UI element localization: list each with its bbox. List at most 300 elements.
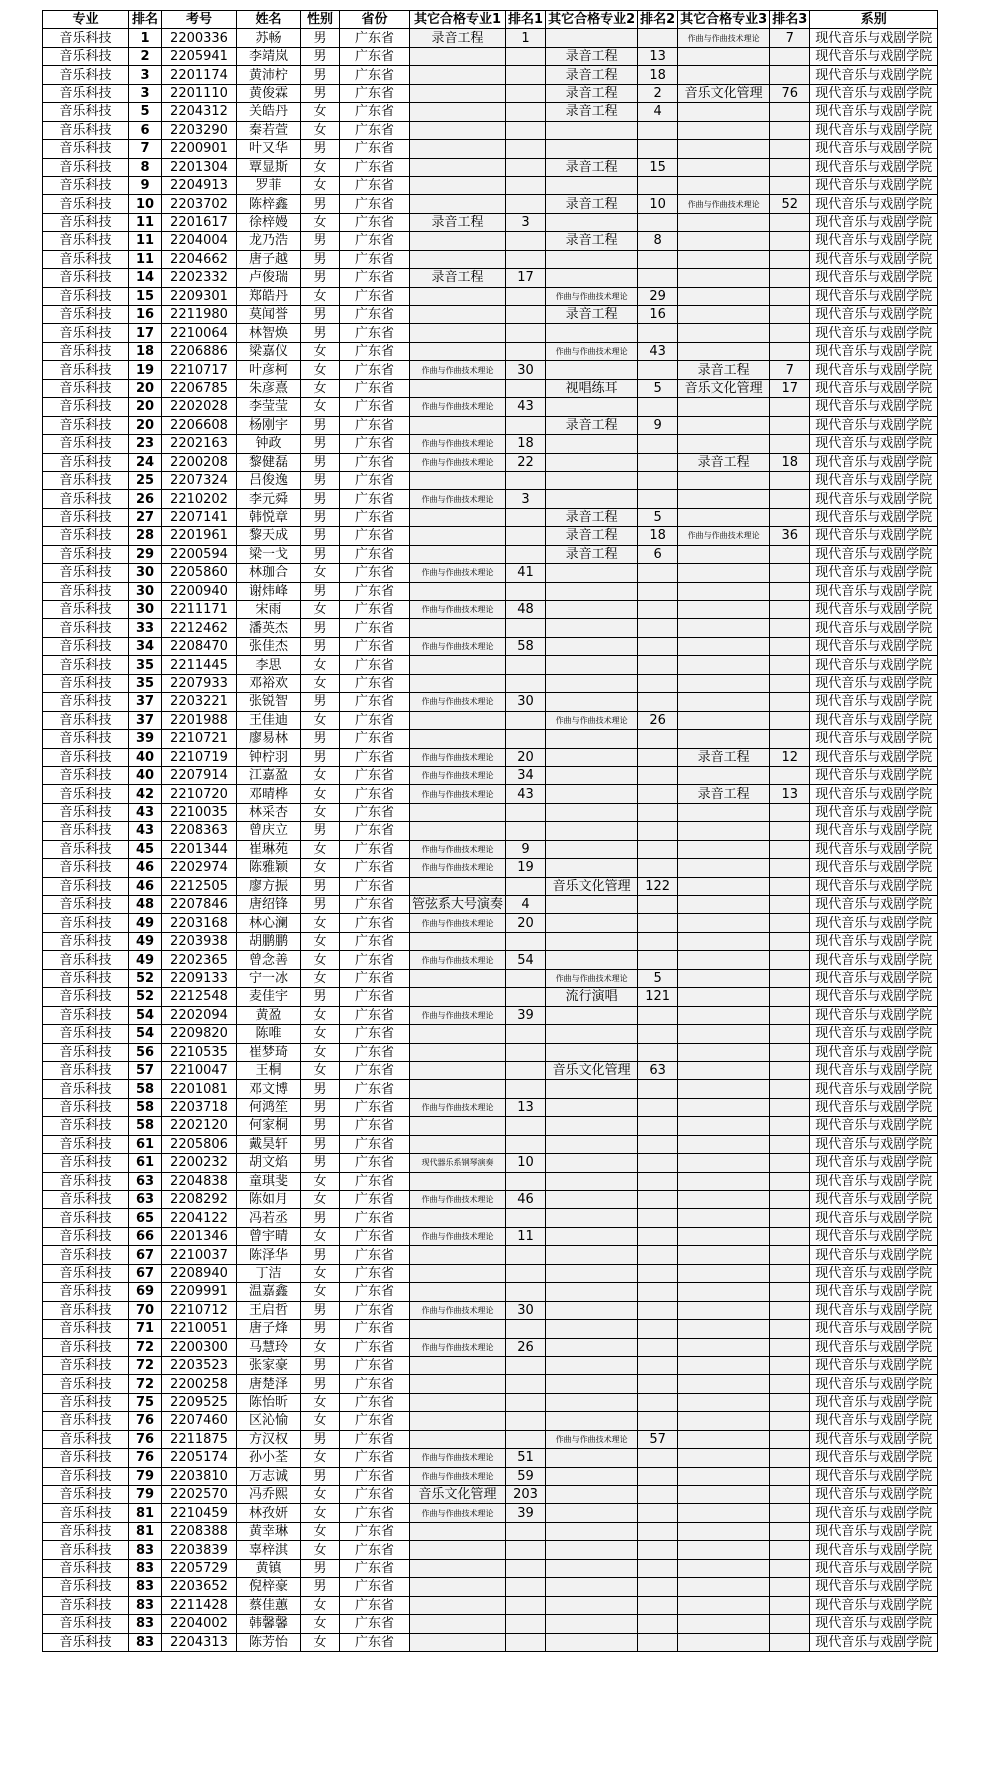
cell-department: 现代音乐与戏剧学院 [810,693,938,711]
cell-department: 现代音乐与戏剧学院 [810,637,938,655]
cell-rank-2 [638,674,678,692]
cell-rank-3 [770,287,810,305]
cell-province: 广东省 [340,269,410,287]
cell-major: 音乐科技 [43,1135,129,1153]
cell-other-major-3 [678,66,770,84]
cell-other-major-2 [546,176,638,194]
cell-province: 广东省 [340,1449,410,1467]
cell-rank: 79 [129,1486,162,1504]
cell-major: 音乐科技 [43,1061,129,1079]
table-row [43,619,938,637]
cell-rank-3 [770,416,810,434]
cell-province: 广东省 [340,1283,410,1301]
cell-department: 现代音乐与戏剧学院 [810,306,938,324]
cell-rank-1 [506,1209,546,1227]
cell-other-major-1 [410,1633,506,1651]
cell-other-major-1: 作曲与作曲技术理论 [410,748,506,766]
cell-other-major-3 [678,121,770,139]
cell-other-major-3 [678,1209,770,1227]
cell-rank: 18 [129,342,162,360]
cell-other-major-1 [410,121,506,139]
cell-rank-2 [638,361,678,379]
cell-gender: 男 [301,619,340,637]
cell-gender: 女 [301,379,340,397]
cell-rank-3 [770,1504,810,1522]
cell-rank-2 [638,656,678,674]
cell-rank: 15 [129,287,162,305]
table-row [43,1191,938,1209]
cell-rank-3 [770,822,810,840]
cell-name: 李思 [237,656,301,674]
cell-rank-3 [770,1191,810,1209]
cell-other-major-1: 管弦系大号演奏 [410,896,506,914]
cell-department: 现代音乐与戏剧学院 [810,619,938,637]
cell-exam-no: 2202163 [162,435,237,453]
cell-rank-1: 18 [506,435,546,453]
table-row [43,342,938,360]
cell-rank-2: 13 [638,47,678,65]
cell-department: 现代音乐与戏剧学院 [810,435,938,453]
cell-major: 音乐科技 [43,656,129,674]
table-row [43,840,938,858]
table-row [43,1338,938,1356]
cell-province: 广东省 [340,674,410,692]
cell-department: 现代音乐与戏剧学院 [810,103,938,121]
cell-rank: 5 [129,103,162,121]
cell-other-major-3 [678,140,770,158]
cell-exam-no: 2203810 [162,1467,237,1485]
cell-other-major-1: 作曲与作曲技术理论 [410,1098,506,1116]
cell-gender: 男 [301,269,340,287]
cell-other-major-2 [546,1449,638,1467]
cell-rank: 11 [129,213,162,231]
cell-rank: 83 [129,1559,162,1577]
cell-province: 广东省 [340,601,410,619]
cell-rank-1 [506,1320,546,1338]
cell-exam-no: 2202974 [162,859,237,877]
cell-other-major-2 [546,1025,638,1043]
cell-province: 广东省 [340,379,410,397]
cell-name: 陈雅颖 [237,859,301,877]
cell-major: 音乐科技 [43,711,129,729]
cell-exam-no: 2204122 [162,1209,237,1227]
cell-other-major-3: 作曲与作曲技术理论 [678,527,770,545]
cell-other-major-1 [410,1061,506,1079]
cell-rank-1 [506,250,546,268]
cell-other-major-3 [678,490,770,508]
cell-rank: 14 [129,269,162,287]
cell-exam-no: 2201344 [162,840,237,858]
cell-rank-3 [770,490,810,508]
cell-name: 邓文博 [237,1080,301,1098]
cell-major: 音乐科技 [43,803,129,821]
cell-rank: 48 [129,896,162,914]
cell-major: 音乐科技 [43,1191,129,1209]
cell-gender: 女 [301,840,340,858]
cell-gender: 女 [301,103,340,121]
cell-other-major-2 [546,453,638,471]
cell-rank-1 [506,711,546,729]
cell-exam-no: 2210720 [162,785,237,803]
cell-rank-3 [770,176,810,194]
cell-other-major-2: 作曲与作曲技术理论 [546,342,638,360]
cell-rank-3 [770,1375,810,1393]
cell-rank: 16 [129,306,162,324]
cell-gender: 男 [301,232,340,250]
cell-rank-1 [506,342,546,360]
cell-gender: 女 [301,1522,340,1540]
cell-other-major-3 [678,1356,770,1374]
cell-rank-1: 4 [506,896,546,914]
cell-rank-1: 30 [506,1301,546,1319]
cell-name: 韩馨馨 [237,1615,301,1633]
cell-rank-3 [770,1098,810,1116]
cell-exam-no: 2211445 [162,656,237,674]
cell-rank-1 [506,730,546,748]
cell-name: 宁一冰 [237,969,301,987]
cell-major: 音乐科技 [43,158,129,176]
cell-major: 音乐科技 [43,1209,129,1227]
cell-rank-1 [506,84,546,102]
cell-rank-3 [770,969,810,987]
header-rank: 排名 [129,11,162,29]
cell-exam-no: 2210535 [162,1043,237,1061]
cell-rank: 58 [129,1080,162,1098]
cell-rank-1: 39 [506,1006,546,1024]
cell-rank: 52 [129,969,162,987]
cell-exam-no: 2210459 [162,1504,237,1522]
cell-other-major-1: 作曲与作曲技术理论 [410,859,506,877]
cell-major: 音乐科技 [43,932,129,950]
cell-gender: 女 [301,1025,340,1043]
cell-other-major-3 [678,803,770,821]
cell-gender: 男 [301,1154,340,1172]
cell-other-major-1 [410,84,506,102]
cell-rank-3 [770,1246,810,1264]
cell-gender: 女 [301,1061,340,1079]
cell-province: 广东省 [340,1615,410,1633]
cell-rank-1 [506,877,546,895]
cell-name: 陈芳怡 [237,1633,301,1651]
cell-gender: 女 [301,361,340,379]
cell-gender: 男 [301,306,340,324]
cell-rank: 27 [129,508,162,526]
cell-department: 现代音乐与戏剧学院 [810,398,938,416]
cell-province: 广东省 [340,803,410,821]
cell-other-major-2 [546,1043,638,1061]
cell-major: 音乐科技 [43,361,129,379]
cell-gender: 男 [301,490,340,508]
cell-other-major-3 [678,269,770,287]
cell-department: 现代音乐与戏剧学院 [810,1449,938,1467]
cell-other-major-2: 作曲与作曲技术理论 [546,711,638,729]
cell-major: 音乐科技 [43,398,129,416]
cell-province: 广东省 [340,951,410,969]
cell-rank-1 [506,1615,546,1633]
cell-rank-3 [770,1154,810,1172]
cell-name: 唐楚泽 [237,1375,301,1393]
cell-exam-no: 2202365 [162,951,237,969]
cell-other-major-3 [678,176,770,194]
cell-other-major-1: 作曲与作曲技术理论 [410,1191,506,1209]
cell-rank-2 [638,932,678,950]
cell-province: 广东省 [340,582,410,600]
cell-province: 广东省 [340,637,410,655]
cell-rank-3 [770,1541,810,1559]
cell-rank-2 [638,1025,678,1043]
cell-rank-2: 15 [638,158,678,176]
table-row [43,1541,938,1559]
cell-rank-2 [638,1006,678,1024]
cell-major: 音乐科技 [43,1172,129,1190]
cell-rank-2 [638,1615,678,1633]
cell-rank-2 [638,803,678,821]
cell-rank: 76 [129,1430,162,1448]
cell-other-major-2 [546,730,638,748]
cell-name: 邓裕欢 [237,674,301,692]
cell-rank-2 [638,213,678,231]
cell-other-major-3 [678,232,770,250]
cell-other-major-3 [678,693,770,711]
cell-rank-1 [506,306,546,324]
cell-other-major-3 [678,840,770,858]
cell-other-major-2 [546,1117,638,1135]
cell-name: 胡文焰 [237,1154,301,1172]
cell-department: 现代音乐与戏剧学院 [810,213,938,231]
cell-exam-no: 2208388 [162,1522,237,1540]
cell-exam-no: 2207141 [162,508,237,526]
cell-rank-2 [638,269,678,287]
cell-gender: 女 [301,176,340,194]
cell-name: 陈泽华 [237,1246,301,1264]
cell-rank-1 [506,1172,546,1190]
cell-rank-2 [638,730,678,748]
admission-table [42,10,938,1652]
cell-rank: 49 [129,932,162,950]
cell-rank-1 [506,47,546,65]
cell-name: 莫闻誉 [237,306,301,324]
cell-other-major-1: 录音工程 [410,213,506,231]
cell-rank-2 [638,582,678,600]
cell-rank-1: 30 [506,693,546,711]
cell-rank: 10 [129,195,162,213]
cell-exam-no: 2200940 [162,582,237,600]
cell-exam-no: 2203652 [162,1578,237,1596]
cell-province: 广东省 [340,1486,410,1504]
cell-rank-3 [770,306,810,324]
cell-rank: 67 [129,1246,162,1264]
cell-other-major-1 [410,1080,506,1098]
cell-name: 林智焕 [237,324,301,342]
table-row [43,379,938,397]
cell-rank: 40 [129,748,162,766]
cell-department: 现代音乐与戏剧学院 [810,1080,938,1098]
cell-department: 现代音乐与戏剧学院 [810,453,938,471]
table-row [43,932,938,950]
cell-department: 现代音乐与戏剧学院 [810,766,938,784]
cell-exam-no: 2203839 [162,1541,237,1559]
cell-rank-1 [506,1264,546,1282]
cell-rank-2 [638,1320,678,1338]
cell-other-major-3 [678,287,770,305]
cell-name: 钟政 [237,435,301,453]
cell-rank-2: 43 [638,342,678,360]
table-row [43,195,938,213]
cell-rank-3: 17 [770,379,810,397]
cell-other-major-2: 录音工程 [546,66,638,84]
cell-name: 温嘉鑫 [237,1283,301,1301]
cell-name: 王桐 [237,1061,301,1079]
table-row [43,1209,938,1227]
cell-rank: 83 [129,1633,162,1651]
cell-gender: 女 [301,1191,340,1209]
cell-other-major-1 [410,1264,506,1282]
cell-other-major-1 [410,379,506,397]
cell-gender: 男 [301,1301,340,1319]
cell-name: 麦佳宇 [237,988,301,1006]
cell-province: 广东省 [340,545,410,563]
cell-major: 音乐科技 [43,564,129,582]
cell-other-major-1 [410,1209,506,1227]
cell-rank-2 [638,471,678,489]
cell-exam-no: 2211428 [162,1596,237,1614]
cell-other-major-1: 现代器乐系钢琴演奏 [410,1154,506,1172]
cell-gender: 女 [301,1043,340,1061]
cell-major: 音乐科技 [43,306,129,324]
cell-gender: 女 [301,656,340,674]
table-row [43,84,938,102]
cell-rank: 61 [129,1135,162,1153]
cell-rank-3 [770,1522,810,1540]
cell-province: 广东省 [340,508,410,526]
cell-other-major-1: 作曲与作曲技术理论 [410,1227,506,1245]
cell-rank-2: 5 [638,969,678,987]
cell-other-major-1 [410,508,506,526]
header-rank-1: 排名1 [506,11,546,29]
cell-major: 音乐科技 [43,195,129,213]
cell-gender: 男 [301,66,340,84]
cell-name: 宋雨 [237,601,301,619]
cell-province: 广东省 [340,1356,410,1374]
table-row [43,1596,938,1614]
cell-gender: 男 [301,508,340,526]
cell-department: 现代音乐与戏剧学院 [810,269,938,287]
cell-gender: 女 [301,287,340,305]
table-row [43,1467,938,1485]
cell-exam-no: 2201988 [162,711,237,729]
cell-rank-3 [770,324,810,342]
cell-rank-1 [506,1393,546,1411]
cell-department: 现代音乐与戏剧学院 [810,1264,938,1282]
header-row [43,11,938,29]
cell-major: 音乐科技 [43,324,129,342]
cell-major: 音乐科技 [43,785,129,803]
cell-rank: 3 [129,66,162,84]
table-row [43,527,938,545]
cell-province: 广东省 [340,342,410,360]
cell-rank-1 [506,656,546,674]
cell-rank-2 [638,1043,678,1061]
cell-other-major-3 [678,1393,770,1411]
cell-province: 广东省 [340,730,410,748]
cell-department: 现代音乐与戏剧学院 [810,840,938,858]
cell-rank: 49 [129,951,162,969]
cell-other-major-2 [546,785,638,803]
cell-other-major-2 [546,896,638,914]
cell-other-major-3 [678,1117,770,1135]
cell-province: 广东省 [340,1541,410,1559]
cell-other-major-3 [678,250,770,268]
cell-department: 现代音乐与戏剧学院 [810,859,938,877]
table-row [43,508,938,526]
cell-other-major-2 [546,582,638,600]
cell-rank-1: 13 [506,1098,546,1116]
cell-gender: 男 [301,435,340,453]
cell-rank-2 [638,1209,678,1227]
cell-other-major-3 [678,582,770,600]
cell-province: 广东省 [340,140,410,158]
cell-rank-3 [770,1559,810,1577]
cell-name: 辜梓淇 [237,1541,301,1559]
cell-name: 廖易林 [237,730,301,748]
cell-rank-1 [506,988,546,1006]
cell-other-major-2: 音乐文化管理 [546,877,638,895]
cell-province: 广东省 [340,785,410,803]
cell-other-major-3 [678,969,770,987]
cell-name: 林心澜 [237,914,301,932]
table-row [43,582,938,600]
cell-other-major-2: 作曲与作曲技术理论 [546,1430,638,1448]
cell-name: 邓晴桦 [237,785,301,803]
cell-other-major-2: 录音工程 [546,47,638,65]
cell-rank-1: 54 [506,951,546,969]
cell-rank-3 [770,1117,810,1135]
cell-name: 冯若丞 [237,1209,301,1227]
cell-rank-2 [638,1522,678,1540]
cell-rank-3 [770,1486,810,1504]
cell-other-major-1 [410,1412,506,1430]
cell-exam-no: 2207460 [162,1412,237,1430]
cell-exam-no: 2208940 [162,1264,237,1282]
cell-rank: 43 [129,803,162,821]
cell-rank-3 [770,1172,810,1190]
cell-rank: 20 [129,398,162,416]
cell-rank-3 [770,1393,810,1411]
cell-department: 现代音乐与戏剧学院 [810,471,938,489]
cell-rank-1 [506,1559,546,1577]
table-row [43,1412,938,1430]
cell-name: 崔梦琦 [237,1043,301,1061]
cell-other-major-3 [678,47,770,65]
cell-exam-no: 2201617 [162,213,237,231]
cell-rank: 2 [129,47,162,65]
cell-province: 广东省 [340,914,410,932]
cell-rank: 81 [129,1522,162,1540]
cell-name: 关皓丹 [237,103,301,121]
table-row [43,822,938,840]
cell-other-major-1: 作曲与作曲技术理论 [410,637,506,655]
cell-major: 音乐科技 [43,287,129,305]
cell-name: 杨刚宇 [237,416,301,434]
cell-name: 梁一戈 [237,545,301,563]
cell-rank-3: 52 [770,195,810,213]
cell-exam-no: 2205174 [162,1449,237,1467]
cell-rank-3 [770,1025,810,1043]
cell-rank: 30 [129,601,162,619]
cell-exam-no: 2208292 [162,1191,237,1209]
cell-exam-no: 2209820 [162,1025,237,1043]
cell-rank-1 [506,176,546,194]
